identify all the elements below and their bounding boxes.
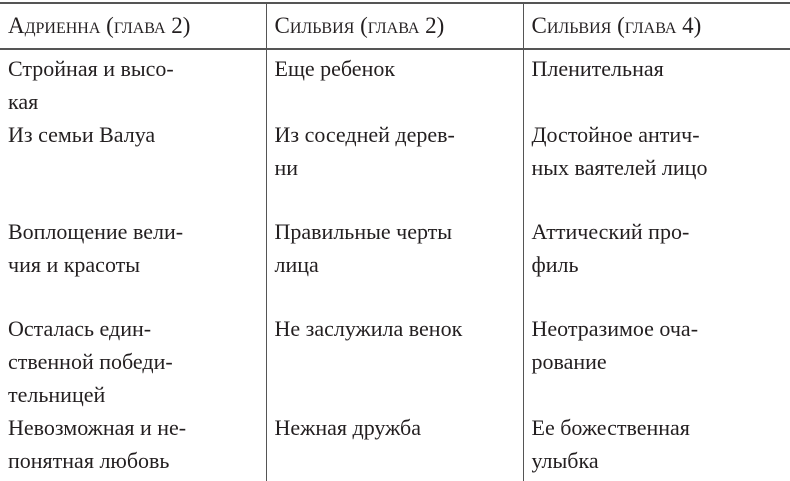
header-adrienne-ch2: Адриенна (глава 2) bbox=[0, 3, 266, 49]
table-cell: Правильные черты лица bbox=[266, 215, 523, 312]
table-cell: Аттический про- филь bbox=[523, 215, 790, 312]
table-row bbox=[0, 312, 790, 411]
table-cell: Осталась един- ственной победи- тельницей bbox=[8, 316, 173, 407]
table-row bbox=[0, 49, 790, 118]
table-cell: Пленительная bbox=[523, 49, 790, 118]
table-row bbox=[0, 118, 790, 215]
table-cell: Неотразимое оча- рование bbox=[523, 312, 790, 411]
table-row bbox=[0, 411, 790, 481]
table-cell: Воплощение вели- чия и красоты bbox=[8, 219, 184, 277]
table-cell: Достойное антич- ных ваятелей лицо bbox=[523, 118, 790, 215]
table-cell: Не заслужила венок bbox=[266, 312, 523, 411]
table-cell: Нежная дружба bbox=[266, 411, 523, 481]
table-row bbox=[0, 215, 790, 312]
comparison-table bbox=[0, 2, 790, 481]
table-cell: Еще ребенок bbox=[266, 49, 523, 118]
header-sylvie-ch2: Сильвия (глава 2) bbox=[266, 3, 523, 49]
header-sylvie-ch4: Сильвия (глава 4) bbox=[523, 3, 790, 49]
table-cell: Стройная и высо- кая bbox=[8, 56, 174, 114]
table-cell: Ее божественная улыбка bbox=[523, 411, 790, 481]
header-row bbox=[0, 3, 790, 49]
table-cell: Из семьи Валуа bbox=[8, 122, 156, 147]
table-cell: Из соседней дерев- ни bbox=[266, 118, 523, 215]
table-cell: Невозможная и не- понятная любовь bbox=[8, 415, 187, 473]
